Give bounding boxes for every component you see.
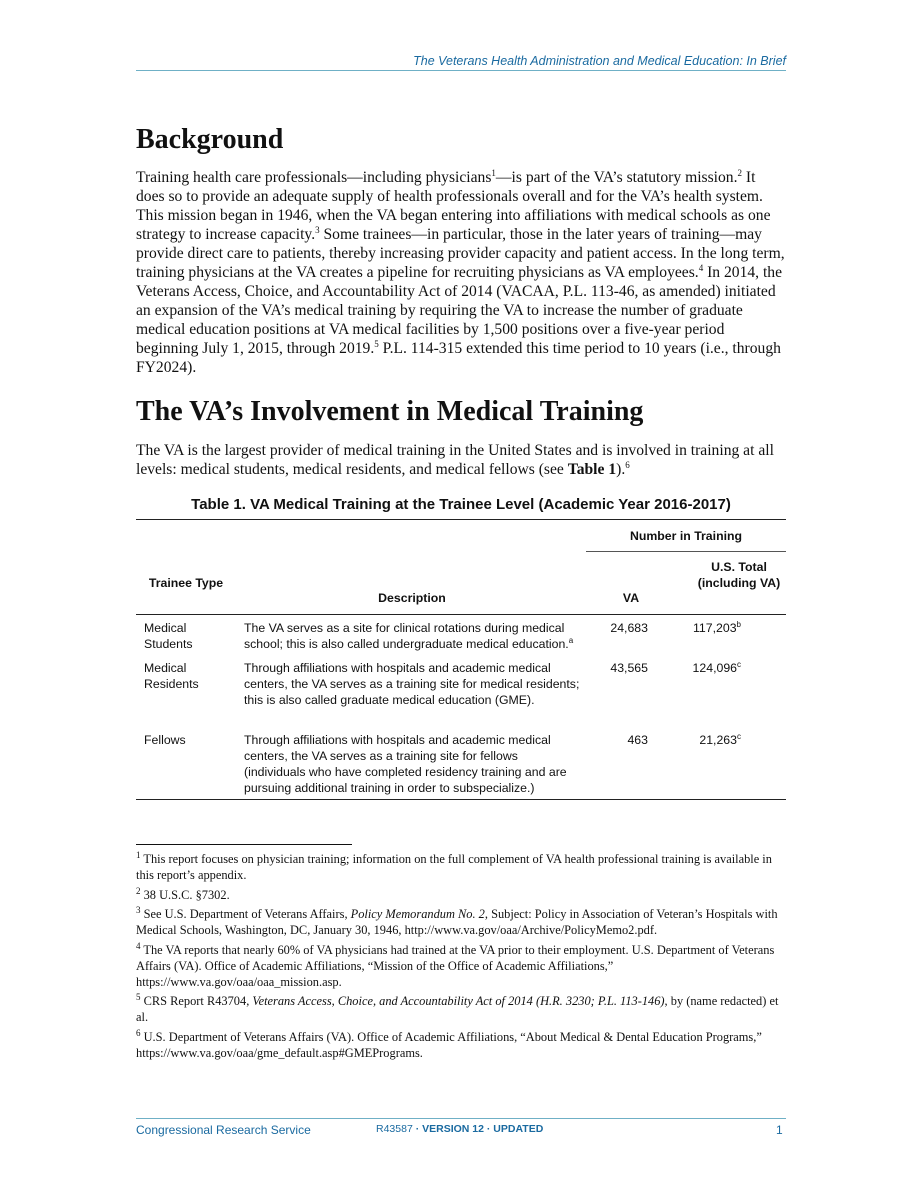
row-fellows-us-total: 21,263$^c$ [699, 731, 741, 747]
footer-org: Congressional Research Service [136, 1123, 311, 1137]
row-fellows-va: 463 [627, 733, 648, 747]
row-medical-students-type: Medical Students [144, 621, 193, 651]
background-paragraph: Training health care professionals—including physicians$^1$—is part of the VA’s statutory mission.$^2$ It does so to provide an adequate supply of health professionals overall and for the VA’s health system. This mission began in 1946, when the VA began entering into affiliations with medical schools as one strategy to increase capacity.$^3$ Some trainees—in particular, those in the later years of training—may provide direct care to patients, thereby increasing provider capacity and patient access. In the long term, training physicians at the VA creates a pipeline for recruiting physicians as VA employees.$^4$ In 2014, the Veterans Access, Choice, and Accountability Act of 2014 (VACAA, P.L. 113-46, as amended) initiated an expansion of the VA’s medical training by requiring the VA to increase the number of graduate medical education positions at VA medical facilities by 1,500 positions over a five-year period beginning July 1, 2015, through 2019.$^5$ P.L. 114-315 extended this time period to 10 years (i.e., through FY2024). [136, 167, 785, 376]
background-heading: Background [136, 124, 284, 155]
row-medical-residents-desc: Through affiliations with hospitals and academic medical centers, the VA serves as a training site for medical residents; this is also called graduate medical education (GME). [244, 661, 580, 707]
footnotes [136, 849, 786, 1066]
table-title: Table 1. VA Medical Training at the Trainee Level (Academic Year 2016-2017) [191, 496, 731, 513]
group-header: Number in Training [629, 529, 743, 543]
row-medical-students-desc: The VA serves as a site for clinical rotations during medical school; this is also called undergraduate medical education.$^a$ [244, 621, 574, 651]
group-header-rule [586, 551, 786, 552]
table-top-rule [136, 519, 786, 520]
table-bottom-rule [136, 799, 786, 800]
footer-report-id: R43587 · VERSION 12 · UPDATED [376, 1123, 544, 1135]
row-medical-residents-va: 43,565 [610, 661, 648, 675]
footnote-ref: 6 [625, 459, 630, 470]
footnote-5: $^5$ CRS Report R43704, Veterans Access, Choice, and Accountability Act of 2014 (H.R. 3230; P.L. 113-146), by (name redacted) et al. [136, 992, 779, 1025]
footnote-6: $^6$ U.S. Department of Veterans Affairs (VA). Office of Academic Affiliations, “About Medical & Dental Education Programs,” https://www.va.gov/oaa/gme_default.asp#GMEPrograms. [136, 1027, 762, 1060]
col-header-us-total: U.S. Total (including VA) [697, 560, 781, 590]
row-medical-residents-us-total: 124,096$^c$ [692, 659, 741, 675]
involvement-paragraph: The VA is the largest provider of medical training in the United States and is involved in training at all levels: medical students, medical residents, and medical fellows (see Table 1).$^6$ [136, 442, 774, 478]
row-medical-students-us-total: 117,203$^b$ [693, 619, 741, 635]
training-table [136, 519, 786, 800]
footnote-4: $^4$ The VA reports that nearly 60% of VA physicians had trained at the VA prior to their employment. U.S. Department of Veterans Affairs (VA). Office of Academic Affiliations, “Mission of the Office of Academic Affiliations,” https://www.va.gov/oaa/oaa_mission.asp. [136, 940, 775, 989]
footer-divider [136, 1118, 786, 1119]
footnote-3: $^3$ See U.S. Department of Veterans Affairs, Policy Memorandum No. 2, Subject: Policy in Association of Veteran’s Hospitals with Medical Schools, Washington, DC, January 30, 1946, http://www.va.gov/oaa/Archive/PolicyMemo2.pdf. [136, 905, 778, 938]
footnote-ref: 3 [315, 224, 320, 235]
footnote-ref: 1 [491, 167, 496, 178]
row-medical-residents-type: Medical Residents [144, 661, 199, 691]
footnote-ref: 4 [698, 262, 704, 273]
footnote-1: $^1$ This report focuses on physician training; information on the full complement of VA health professional training is available in this report’s appendix. [136, 849, 772, 882]
col-header-va: VA [622, 591, 640, 605]
footnote-ref: 5 [374, 338, 379, 349]
row-fellows-desc: Through affiliations with hospitals and academic medical centers, the VA serves as a training site for fellows (individuals who have completed residency training and are pursuing additional training in order to subspecialize.) [244, 733, 567, 795]
running-header: The Veterans Health Administration and Medical Education: In Brief [413, 54, 786, 68]
involvement-heading: The VA’s Involvement in Medical Training [136, 396, 644, 427]
table-header-rule [136, 614, 786, 615]
row-medical-students-va: 24,683 [610, 621, 648, 635]
col-header-type: Trainee Type [148, 576, 224, 590]
col-header-desc: Description [378, 591, 446, 605]
page-number: 1 [776, 1123, 783, 1137]
footnote-ref: 2 [737, 167, 742, 178]
row-fellows-type: Fellows [144, 733, 186, 747]
header-divider [136, 70, 786, 71]
footnote-separator [136, 844, 352, 845]
footnote-2: $^2$ 38 U.S.C. §7302. [136, 885, 230, 902]
